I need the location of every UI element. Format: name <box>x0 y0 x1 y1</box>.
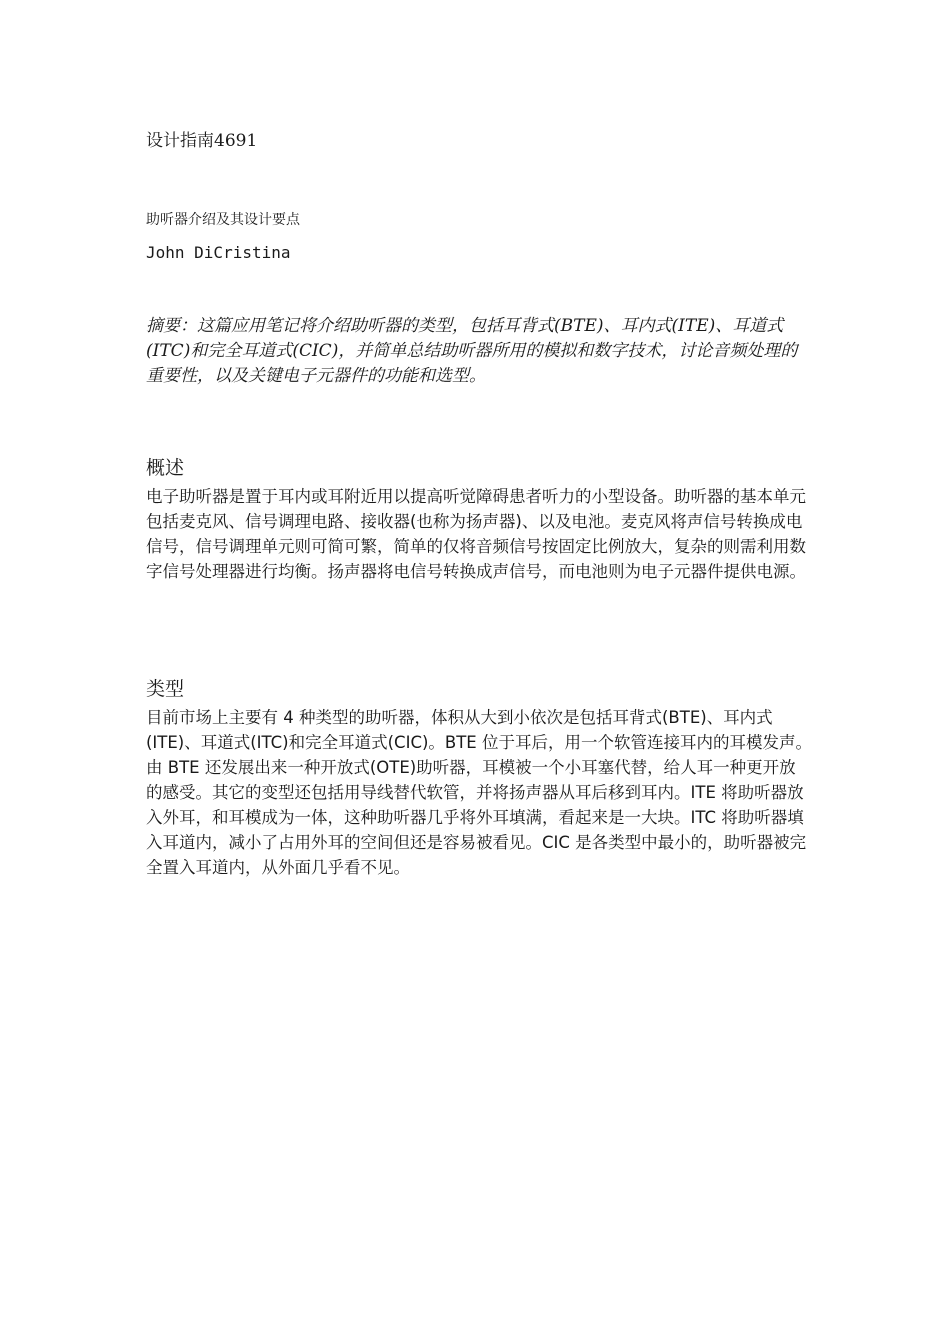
section-heading-types: 类型 <box>146 678 185 700</box>
section-body-types: 目前市场上主要有 4 种类型的助听器，体积从大到小依次是包括耳背式(BTE)、耳内式(ITE)、耳道式(ITC)和完全耳道式(CIC)。BTE 位于耳后，用一个软管连接耳内的耳模发声。由 BTE 还发展出来一种开放式(OTE)助听器，耳模被一个小耳塞代替，给人耳一种更开放的感受。其它的变型还包括用导线替代软管，并将扬声器从耳后移到耳内。ITE 将助听器放入外耳，和耳模成为一体，这种助听器几乎将外耳填满，看起来是一大块。ITC 将助听器填入耳道内，减小了占用外耳的空间但还是容易被看见。CIC 是各类型中最小的，助听器被完全置入耳道内，从外面几乎看不见。 <box>146 708 812 877</box>
doc-id: 设计指南4691 <box>146 131 258 151</box>
doc-title: 助听器介绍及其设计要点 <box>146 212 300 228</box>
author: John DiCristina <box>146 243 291 262</box>
section-body-overview: 电子助听器是置于耳内或耳附近用以提高听觉障碍患者听力的小型设备。助听器的基本单元包括麦克风、信号调理电路、接收器(也称为扬声器)、以及电池。麦克风将声信号转换成电信号，信号调理单元则可简可繁，简单的仅将音频信号按固定比例放大，复杂的则需利用数字信号处理器进行均衡。扬声器将电信号转换成声信号，而电池则为电子元器件提供电源。 <box>146 487 806 581</box>
abstract: 摘要：这篇应用笔记将介绍助听器的类型，包括耳背式(BTE)、耳内式(ITE)、耳道式(ITC)和完全耳道式(CIC)，并简单总结助听器所用的模拟和数字技术，讨论音频处理的重要性，以及关键电子元器件的功能和选型。 <box>146 316 798 386</box>
section-heading-overview: 概述 <box>146 457 185 479</box>
